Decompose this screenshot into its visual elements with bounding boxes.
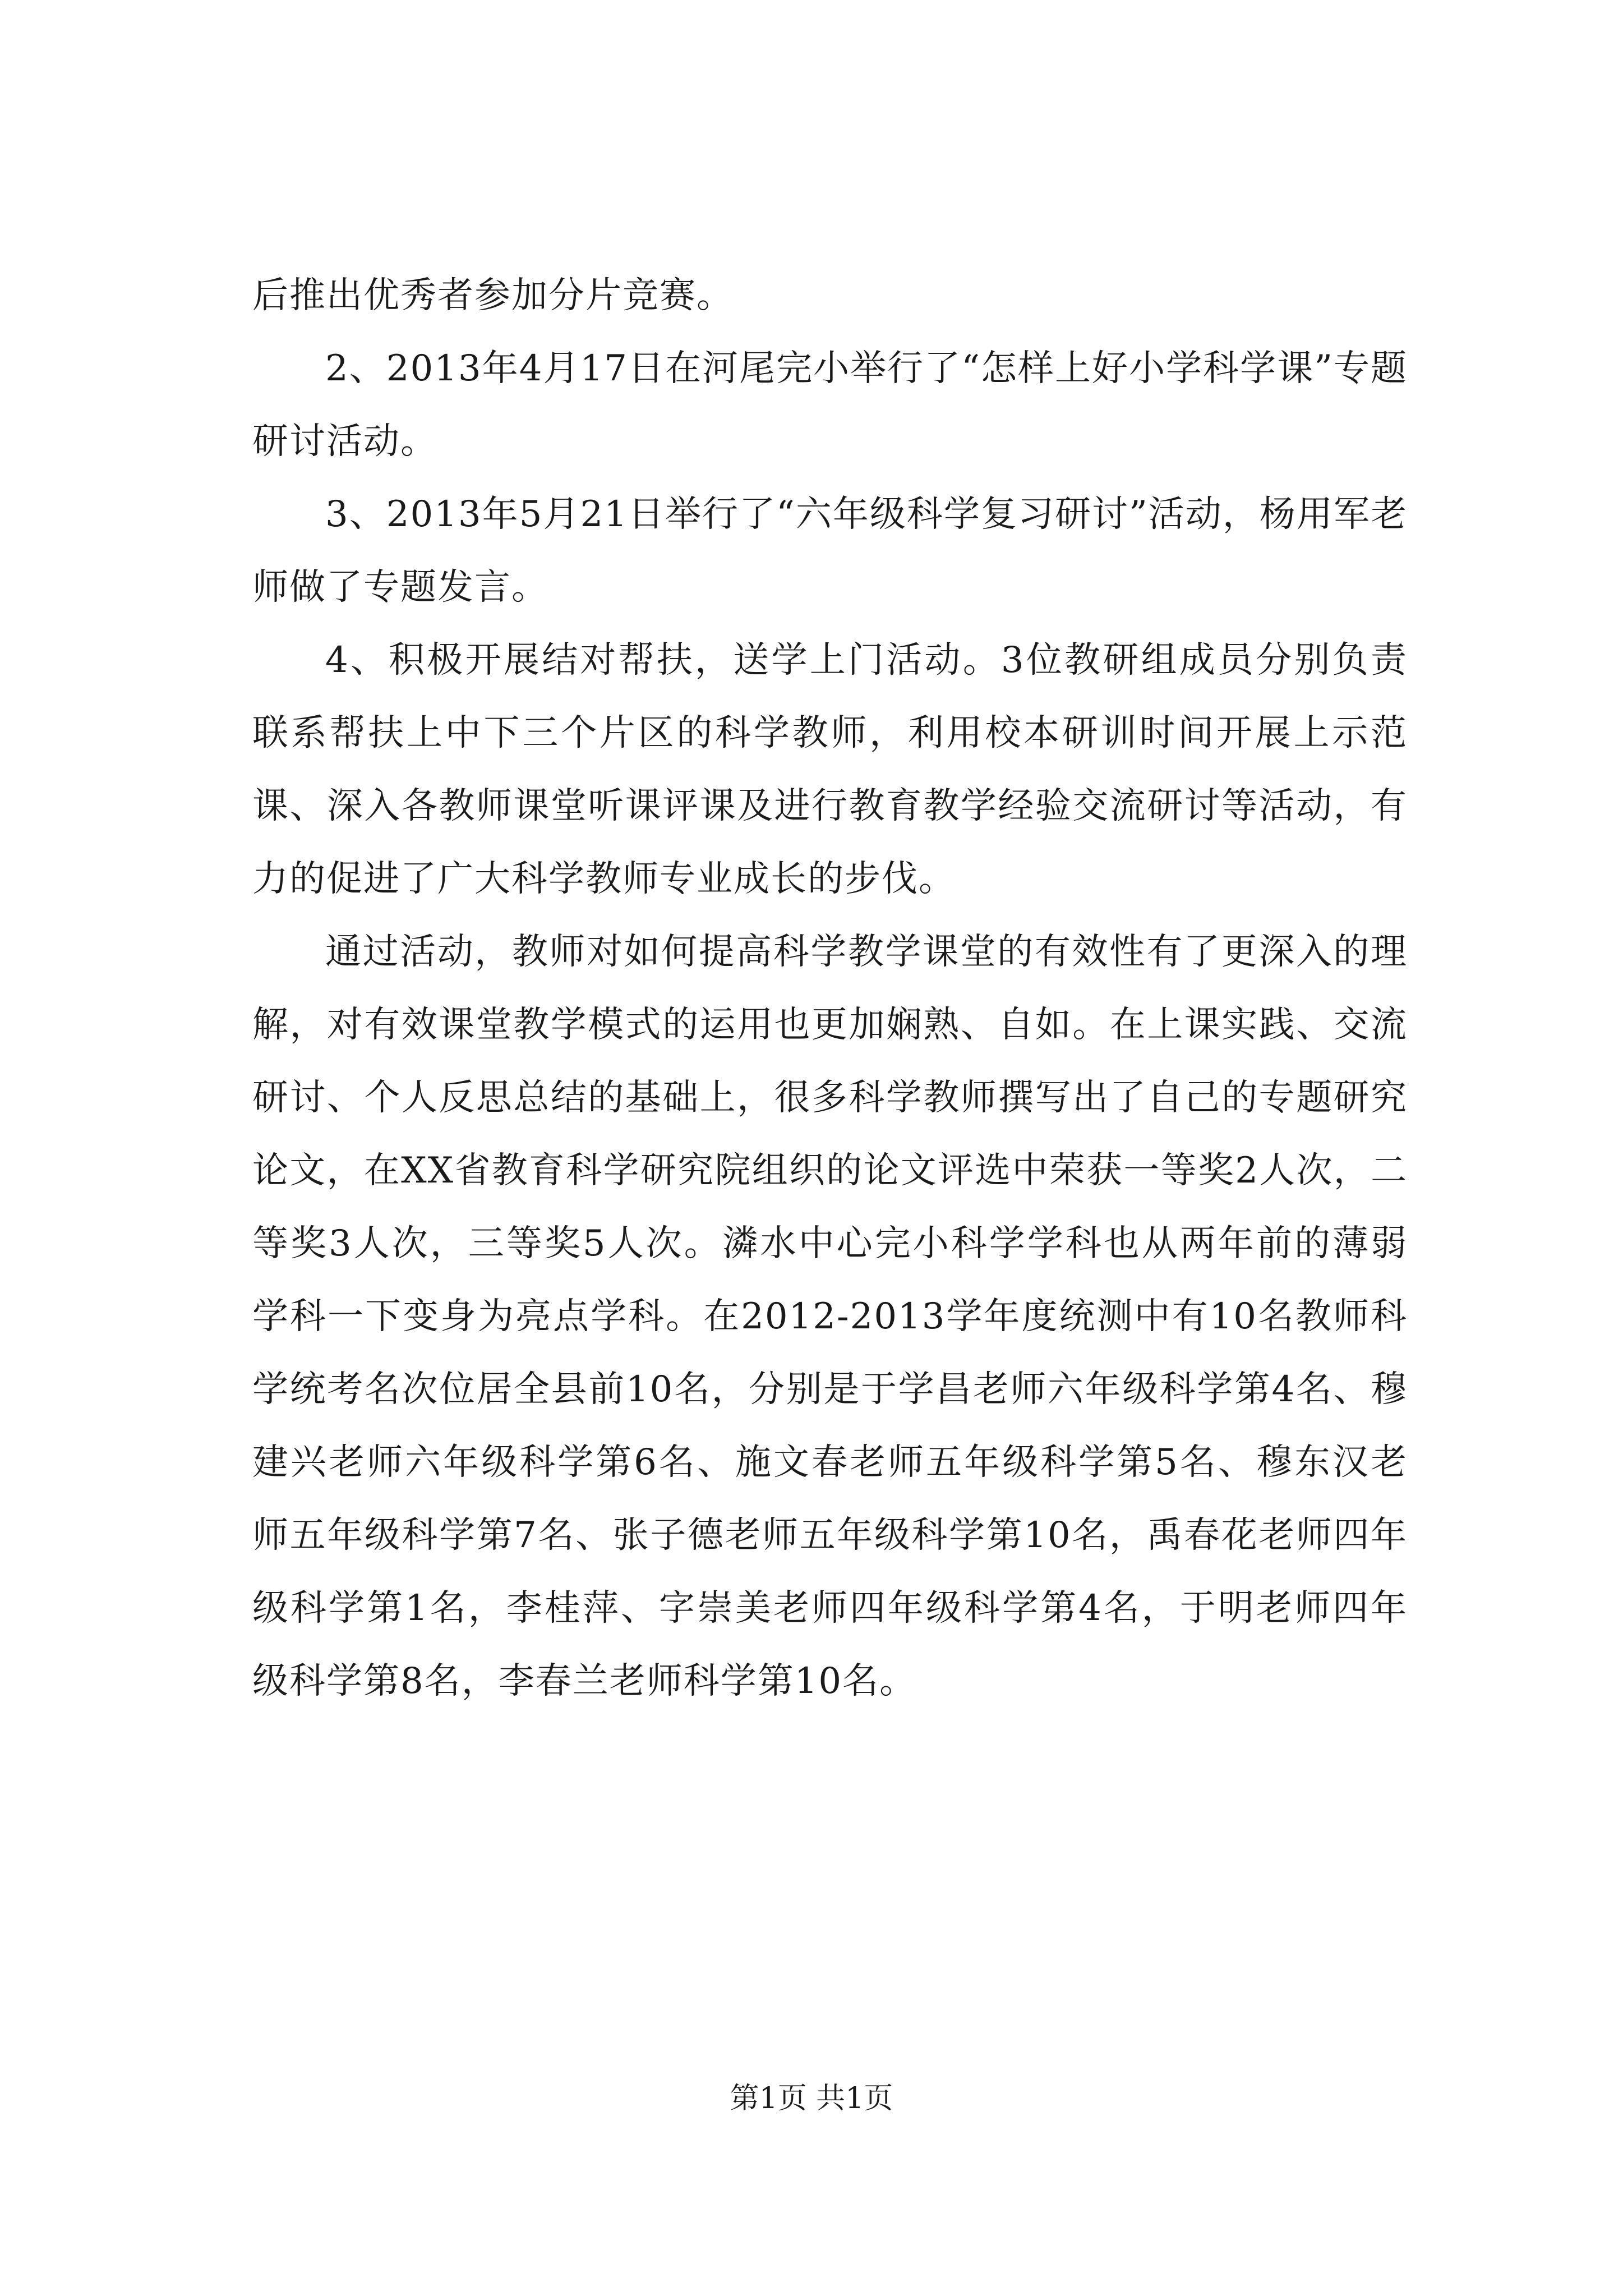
paragraph-2: 2、2013年4月17日在河尾完小举行了“怎样上好小学科学课”专题研讨活动。	[252, 348, 1408, 462]
paragraph-5: 通过活动，教师对如何提高科学教学课堂的有效性有了更深入的理解，对有效课堂教学模式的运用也更加娴熟、自如。在上课实践、交流研讨、个人反思总结的基础上，很多科学教师撰写出了自己的专题研究论文，在XX省教育科学研究院组织的论文评选中荣获一等奖2人次，二等奖3人次，三等奖5人次。潾水中心完小科学学科也从两年前的薄弱学科一下变身为亮点学科。在2012-2013学年度统测中有10名教师科学统考名次位居全县前10名，分别是于学昌老师六年级科学第4名、穆建兴老师六年级科学第6名、施文春老师五年级科学第5名、穆东汉老师五年级科学第7名、张子德老师五年级科学第10名，禹春花老师四年级科学第1名，李桂萍、字崇美老师四年级科学第4名，于明老师四年级科学第8名，李春兰老师科学第10名。	[252, 931, 1408, 1702]
paragraph-1: 后推出优秀者参加分片竞赛。	[252, 275, 734, 316]
paragraph-3: 3、2013年5月21日举行了“六年级科学复习研讨”活动，杨用军老师做了专题发言。	[252, 494, 1408, 608]
document-body	[252, 259, 1408, 1718]
paragraph-4: 4、积极开展结对帮扶，送学上门活动。3位教研组成员分别负责联系帮扶上中下三个片区的科学教师，利用校本研训时间开展上示范课、深入各教师课堂听课评课及进行教育教学经验交流研讨等活动，有力的促进了广大科学教师专业成长的步伐。	[252, 639, 1408, 900]
page-footer: 第1页 共1页	[730, 2082, 893, 2115]
